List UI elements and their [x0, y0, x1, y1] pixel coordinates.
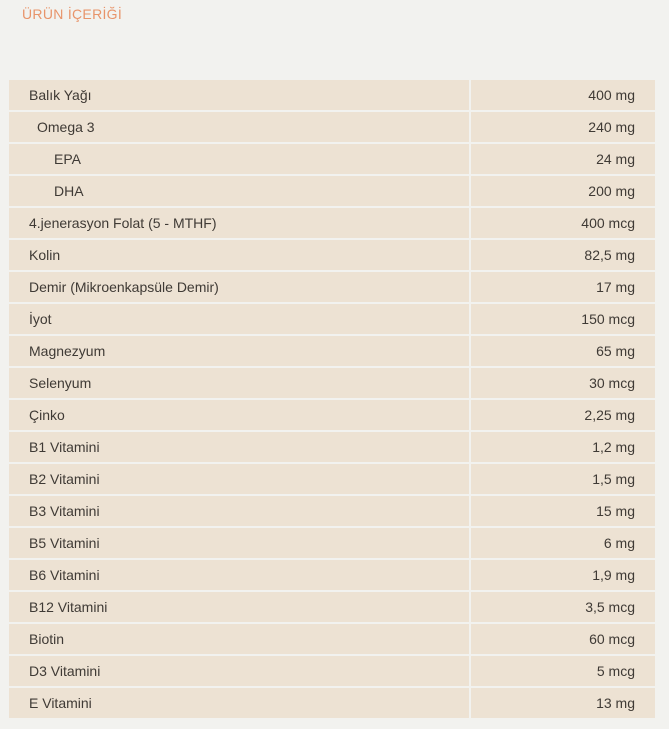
ingredient-amount: 400 mg — [471, 80, 655, 110]
ingredients-table — [9, 80, 655, 720]
ingredient-amount: 1,2 mg — [471, 432, 655, 462]
table-row — [9, 592, 655, 622]
table-row — [9, 528, 655, 558]
ingredient-name: Balık Yağı — [9, 80, 469, 110]
ingredient-amount: 240 mg — [471, 112, 655, 142]
ingredient-amount: 150 mcg — [471, 304, 655, 334]
ingredient-name: B6 Vitamini — [9, 560, 469, 590]
table-row — [9, 656, 655, 686]
ingredient-name: B1 Vitamini — [9, 432, 469, 462]
table-row — [9, 304, 655, 334]
ingredient-amount: 6 mg — [471, 528, 655, 558]
ingredient-amount: 2,25 mg — [471, 400, 655, 430]
ingredient-name: B2 Vitamini — [9, 464, 469, 494]
table-row — [9, 368, 655, 398]
ingredient-amount: 5 mcg — [471, 656, 655, 686]
ingredient-amount: 200 mg — [471, 176, 655, 206]
ingredient-name: B3 Vitamini — [9, 496, 469, 526]
table-row — [9, 176, 655, 206]
ingredient-name: Omega 3 — [9, 112, 469, 142]
ingredient-amount: 400 mcg — [471, 208, 655, 238]
section-title: ÜRÜN İÇERİĞİ — [22, 6, 123, 22]
ingredient-name: DHA — [9, 176, 469, 206]
table-row — [9, 624, 655, 654]
table-row — [9, 496, 655, 526]
ingredient-amount: 65 mg — [471, 336, 655, 366]
table-row — [9, 144, 655, 174]
table-row — [9, 688, 655, 718]
table-row — [9, 112, 655, 142]
ingredient-name: Selenyum — [9, 368, 469, 398]
table-row — [9, 208, 655, 238]
ingredient-name: EPA — [9, 144, 469, 174]
table-row — [9, 464, 655, 494]
table-row — [9, 336, 655, 366]
ingredient-name: D3 Vitamini — [9, 656, 469, 686]
ingredient-name: Çinko — [9, 400, 469, 430]
ingredient-amount: 82,5 mg — [471, 240, 655, 270]
ingredient-name: Magnezyum — [9, 336, 469, 366]
ingredient-amount: 1,5 mg — [471, 464, 655, 494]
table-row — [9, 432, 655, 462]
ingredient-name: B12 Vitamini — [9, 592, 469, 622]
ingredient-amount: 1,9 mg — [471, 560, 655, 590]
ingredient-amount: 15 mg — [471, 496, 655, 526]
table-row — [9, 240, 655, 270]
table-row — [9, 560, 655, 590]
ingredient-amount: 13 mg — [471, 688, 655, 718]
table-row — [9, 400, 655, 430]
ingredient-amount: 30 mcg — [471, 368, 655, 398]
ingredient-name: Kolin — [9, 240, 469, 270]
table-row — [9, 272, 655, 302]
ingredient-name: Biotin — [9, 624, 469, 654]
ingredient-name: E Vitamini — [9, 688, 469, 718]
ingredient-name: B5 Vitamini — [9, 528, 469, 558]
ingredient-name: 4.jenerasyon Folat (5 - MTHF) — [9, 208, 469, 238]
table-row — [9, 80, 655, 110]
ingredient-amount: 3,5 mcg — [471, 592, 655, 622]
ingredient-name: İyot — [9, 304, 469, 334]
ingredient-amount: 17 mg — [471, 272, 655, 302]
ingredient-name: Demir (Mikroenkapsüle Demir) — [9, 272, 469, 302]
ingredient-amount: 24 mg — [471, 144, 655, 174]
ingredient-amount: 60 mcg — [471, 624, 655, 654]
